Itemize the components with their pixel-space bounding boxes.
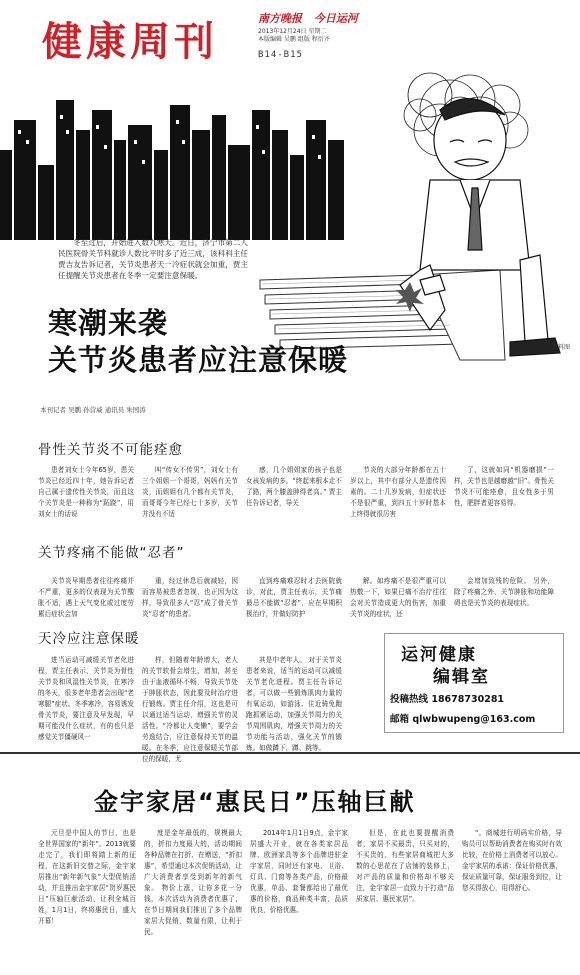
section-2-text-3: 直到疼痛难忍时才去医院就诊，对此，贾主任表示，关节痛最忌不能做“忍者”，应在早期积极治疗，并做好防护 xyxy=(246,577,342,618)
advertorial-title: 金宇家居“惠民日”压轴巨献 xyxy=(94,788,416,816)
masthead xyxy=(0,0,580,70)
section-3-column-3 xyxy=(246,655,342,752)
advertorial-text-3: 2014年1月1日9点，金宇家居盛大开业，就在各类家居品牌、欧洲家具等多个品牌进驻金宇家居，同时还有家电、卫浴、灯具、门窗等各类产品，价格最优惠，单品、套餐都给出了最优惠的价格，商品种类丰富，品质优良，价格优惠。 xyxy=(250,829,348,914)
section-1-column-1 xyxy=(38,465,134,535)
section-1-text-4: 节炎的大部分年龄都在五十岁以上，其中有部分人是遗传因素的。二十几岁发病，但症状还不是很严重，到四五十岁时基本上终得就很厉害 xyxy=(350,466,446,518)
hotline-label: 投稿热线 xyxy=(390,694,429,705)
advertorial-text-5: “。商城进行明码实价格，导购员可以帮助消费者在购买时有效比较，在价格上消费者可以放心。金宇家居的承诺：保证价格优惠，保证质量可靠，保证服务到位，让您买得放心，用得舒心。 xyxy=(462,829,562,892)
masthead-editors: 本版编辑 吴鹏 组版 程衍齐 xyxy=(258,36,330,43)
intro-paragraph: 冬至过后，开始进入数九寒天。近日，济宁市第二人民医院骨关节科就诊人数比平时多了近三成，该科科主任贾吉友告诉记者，关节炎患者天一冷症状就会加重，贾主任提醒关节炎患者在冬季一定要注意保暖。 xyxy=(58,238,248,280)
section-1-text-3: 感，几个姐姐家的孩子也是女孩发病的多。“终起来根本走不了路，两个膝盖肿得老高。” 贾主任告诉记者，导关 xyxy=(246,466,342,507)
section-1-column-3 xyxy=(246,465,342,535)
advertorial-divider xyxy=(0,752,580,754)
section-2-text-4: 解。如疼痛不是很严重可以热敷一下，如果已痛不治疗往往会对关节造成更大的伤害，加重关节炎的症状，还 xyxy=(350,577,446,618)
submission-email xyxy=(390,711,535,725)
illustration-credit: 资料图 xyxy=(551,344,570,351)
advertorial-column-5 xyxy=(462,828,562,968)
section-1-column-4 xyxy=(350,465,446,535)
advertorial-column-1 xyxy=(38,828,136,968)
byline: 本刊记者 吴鹏 孙营威 通讯员 朱国涛 xyxy=(40,406,146,414)
submission-hotline xyxy=(390,691,504,705)
main-headline xyxy=(48,305,348,379)
section-2-column-5 xyxy=(454,576,554,622)
section-1-column-2 xyxy=(142,465,238,535)
section-1-column-5 xyxy=(454,465,554,535)
email-address[interactable]: qlwbwupeng@163.com xyxy=(412,714,536,725)
section-2-column-3 xyxy=(246,576,342,622)
advertorial-text-1: 元旦是中国人的节日，也是全世界国家的“新年”。2013就要走完了，我们即将踏上新的征程，在这新旧交替之际，金宇家居推出“新年新气象”大型促销活动，并且推出金宇家居“贺岁惠民日”压轴巨献活动，让利全城百姓，1月1日，终将惠民日，盛大开幕！ xyxy=(38,829,136,925)
masthead-logos xyxy=(258,10,366,26)
section-2-text-5: 会增加致残的危险。 另外，除了疼痛之外，关节肿胀和功能障碍也是关节炎的表现症状。 xyxy=(454,577,554,607)
section-2-column-1 xyxy=(38,576,134,622)
section-heading-2: 关节疼痛不能做“忍者” xyxy=(38,545,185,561)
editorial-box-title: 运河健康 xyxy=(401,645,477,665)
page-numbers: B14-B15 xyxy=(258,50,303,60)
editorial-box-subtitle: 编辑室 xyxy=(433,667,490,687)
masthead-title: 健康周刊 xyxy=(42,18,218,65)
section-3-column-2 xyxy=(142,655,238,763)
section-1-text-1: 患者刘女士今年65岁，患关节炎已经近四十年，她告诉记者自己属于遗传性关节炎，而且这个关节炎是一种称为“跖跷”，用刘女士的话说 xyxy=(38,466,134,518)
section-heading-3: 天冷应注意保暖 xyxy=(38,631,140,647)
masthead-date: 2013年12月24日 星期二 xyxy=(258,28,327,35)
section-3-text-2: 样，但随着年龄增大，老人的关节软骨会增生、增加，甚至由于血液循环不畅，导致关节处于肿胀状态，因此要及时治疗进行锻炼。贾主任介绍，这也是可以通过适当运动，增强关节的灵活性。“冷都让人变懒”，要学会劳逸结合，应注意保持关节的温暖。在冬季，应注意保暖关节部位的保暖，尤 xyxy=(142,656,238,763)
section-1-text-2: 叫“传女不传男”，刘女士有三个姐姐一个哥哥，妈妈有关节炎，而姐姐有几个都有关节炎，而哥哥今年已经七十多岁，关节并没有不适 xyxy=(142,466,238,518)
section-3-column-1 xyxy=(38,655,134,745)
advertorial-column-2 xyxy=(144,828,242,968)
section-2-column-4 xyxy=(350,576,446,622)
advertorial-text-2: 度是金年最低的，规模最大的，折扣力度最大的，活动期间各种品牌在打折、在赠送，“折扣惠”，希望通过本次促销活动，让广大消费者享受到新年的新气象。 物价上涨，让你多花一分钱，本次活动为消费者优惠了，在节日期间我们推出了多个品牌家居大促销，数量有限，让利于民。 xyxy=(144,829,242,936)
section-3-text-3: 其是中老年人。 对于关节炎患者来说，适当的运动可以减缓关节老化进程。贾主任告诉记者，可以做一些锻炼肌肉力量的有氧运动，如游泳、住近骑免跑跑抓紧运动，加强关节周力的关节周围肌肉，增强关节周力的关节功能与活动，强化关节的锻炼。如做蹲下、蹲、跳等。 xyxy=(246,656,342,752)
email-label: 邮箱 xyxy=(390,714,410,725)
editorial-office-box xyxy=(384,633,564,733)
masthead-meta xyxy=(258,28,330,44)
headline-line-2: 关节炎患者应注意保暖 xyxy=(48,343,349,377)
section-3-text-1: 进当运动可减缓关节老化进程，贾主任表示，关节炎为骨性关节炎和风湿性关节炎，在寒冷的冬天，很多老年患者会出现“老寒腿”症状。冬季寒冷，容易诱发骨关节炎，要注意及早发现，早期可能没什么症状，有的也只是感觉关节僵硬风一 xyxy=(38,656,134,741)
logo-today-canal: 今日运河 xyxy=(313,12,358,25)
section-2-text-2: 重，经过休息后就减轻，因而容易被患者忽视，也正因为这样，导致很多人“忍”成了骨关节炎“忍者”的患者。 xyxy=(142,577,238,618)
advertorial-column-4 xyxy=(356,828,454,968)
section-2-text-1: 关节炎早期患者往往疼痛并不严重，更多的仅表现为关节酸胀不适，遇上天气变化或过度劳累后症状会加 xyxy=(38,577,134,618)
section-heading-1: 骨性关节炎不可能痊愈 xyxy=(38,442,183,458)
logo-newspaper: 南方晚报 xyxy=(258,12,302,25)
section-2-column-2 xyxy=(142,576,238,622)
headline-line-1: 寒潮来袭 xyxy=(48,306,169,340)
hotline-number: 18678730281 xyxy=(431,694,505,705)
section-1-text-5: 了，这就如同“机器磨损”一样，关节也是越磨越“旧”。骨性关节炎不可能痊愈，且女性多于男性，肥胖者更容易得。 xyxy=(454,466,554,507)
advertorial-column-3 xyxy=(250,828,348,968)
advertorial-text-4: 但是，在此也要提醒消费者，家居不买最贵，只买对的，不买贵的，有些家居商城把大多数的心思花在了店铺的装修上，对产品的质量和价格却不够关注，金宇家居一直致力于打造“品质家居、惠民家居”。 xyxy=(356,829,454,903)
